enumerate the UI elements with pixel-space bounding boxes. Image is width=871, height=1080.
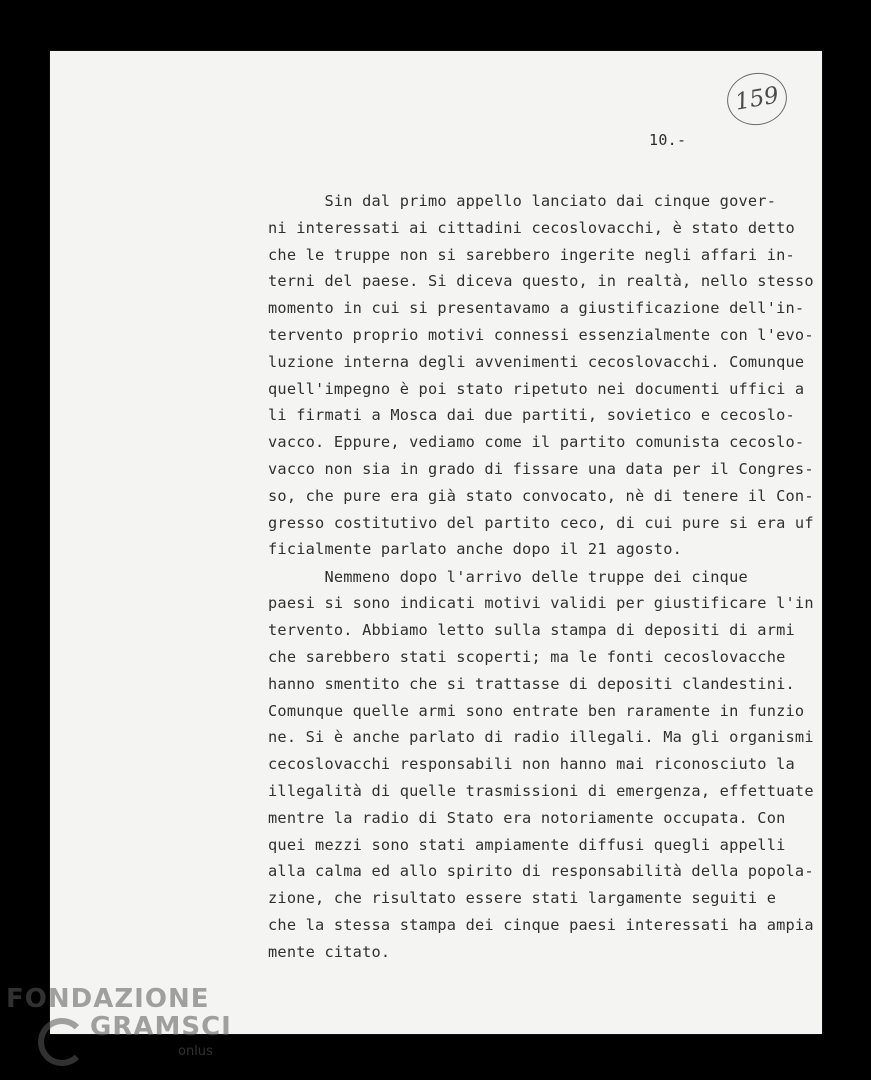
watermark-line1: FONDAZIONE — [6, 984, 210, 1014]
text-line: quell'impegno è poi stato ripetuto nei documenti uffici a — [268, 379, 805, 398]
text-line: cecoslovacchi responsabili non hanno mai riconosciuto la — [268, 755, 795, 774]
watermark-line2: GRAMSCI — [90, 1012, 232, 1042]
text-line: quei mezzi sono stati ampiamente diffusi quegli appelli — [268, 835, 786, 854]
text-line: paesi si sono indicati motivi validi per giustificare l'in — [268, 594, 814, 613]
text-line: vacco. Eppure, vediamo come il partito comunista cecoslo- — [268, 433, 805, 452]
text-line: momento in cui si presentavamo a giustificazione dell'in- — [268, 299, 805, 318]
text-line: che sarebbero stati scoperti; ma le fonti cecoslovacche — [268, 647, 786, 666]
text-line: mentre la radio di Stato era notoriamente occupata. Con — [268, 808, 786, 827]
text-line: mente citato. — [268, 942, 391, 961]
text-line: Nemmeno dopo l'arrivo delle truppe dei cinque — [268, 567, 748, 586]
page-number: 10.- — [649, 131, 687, 149]
text-line: tervento. Abbiamo letto sulla stampa di depositi di armi — [268, 621, 795, 640]
text-line: che la stessa stampa dei cinque paesi interessati ha ampia — [268, 915, 814, 934]
text-line: luzione interna degli avvenimenti cecoslovacchi. Comunque — [268, 352, 805, 371]
text-line: so, che pure era già stato convocato, nè di tenere il Con- — [268, 486, 814, 505]
text-line: ni interessati ai cittadini cecoslovacchi, è stato detto — [268, 218, 795, 237]
text-line: che le truppe non si sarebbero ingerite negli affari in- — [268, 245, 795, 264]
text-line: zione, che risultato essere stati largamente seguiti e — [268, 889, 777, 908]
text-line: gresso costitutivo del partito ceco, di cui pure si era uf — [268, 513, 814, 532]
text-line: hanno smentito che si trattasse di depositi clandestini. — [268, 674, 795, 693]
gramsci-logo-icon — [38, 1018, 86, 1066]
text-line: illegalità di quelle trasmissioni di emergenza, effettuate — [268, 781, 814, 800]
text-line: ne. Si è anche parlato di radio illegali. Ma gli organismi — [268, 728, 814, 747]
text-line: li firmati a Mosca dai due partiti, sovietico e cecoslo- — [268, 406, 795, 425]
text-line: tervento proprio motivi connessi essenzialmente con l'evo- — [268, 325, 814, 344]
text-line: Comunque quelle armi sono entrate ben raramente in funzio — [268, 701, 805, 720]
text-line: terni del paese. Si diceva questo, in realtà, nello stesso — [268, 272, 814, 291]
text-line: ficialmente parlato anche dopo il 21 agosto. — [268, 540, 683, 559]
text-line: alla calma ed allo spirito di responsabilità della popola- — [268, 862, 814, 881]
watermark-onlus: onlus — [178, 1044, 213, 1059]
typed-text-body — [268, 188, 814, 966]
fondazione-gramsci-watermark — [6, 984, 236, 1074]
text-line: Sin dal primo appello lanciato dai cinque gover- — [268, 192, 777, 210]
text-line: vacco non sia in grado di fissare una data per il Congres- — [268, 459, 814, 478]
archive-number-stamp: 159 — [723, 68, 791, 130]
